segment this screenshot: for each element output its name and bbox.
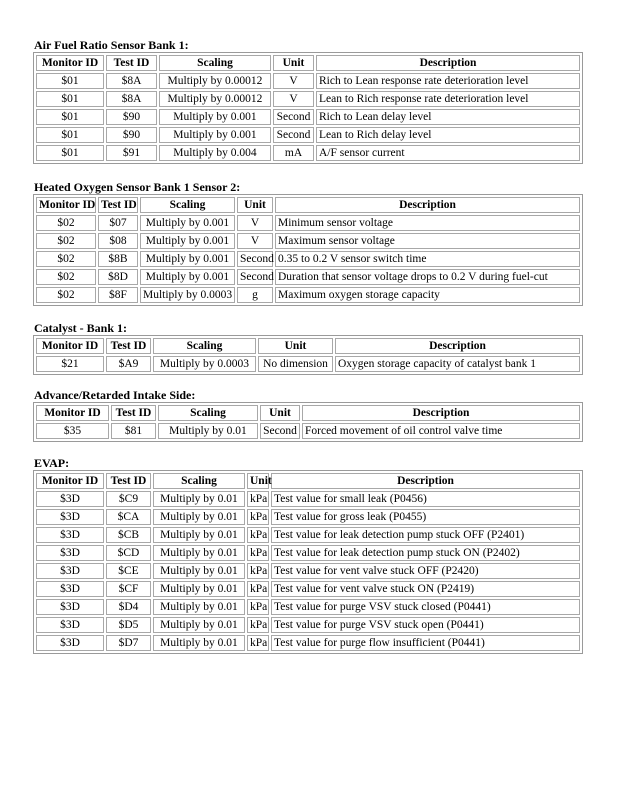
cell-unit: kPa	[247, 635, 269, 651]
col-unit: Unit	[258, 338, 333, 354]
cell-test-id: $90	[106, 127, 157, 143]
col-test-id: Test ID	[106, 473, 151, 489]
af-sensor-table	[33, 52, 583, 164]
cell-description: 0.35 to 0.2 V sensor switch time	[275, 251, 580, 267]
cell-description: Test value for small leak (P0456)	[271, 491, 580, 507]
table-row	[36, 491, 580, 507]
cell-monitor-id: $02	[36, 251, 96, 267]
cell-monitor-id: $01	[36, 91, 104, 107]
table-row	[36, 599, 580, 615]
cell-scaling: Multiply by 0.00012	[159, 73, 271, 89]
cell-test-id: $D4	[106, 599, 151, 615]
section-title: EVAP:	[34, 456, 70, 470]
cell-scaling: Multiply by 0.001	[159, 127, 271, 143]
cell-monitor-id: $02	[36, 215, 96, 231]
col-monitor-id: Monitor ID	[36, 338, 104, 354]
cell-unit: Second	[273, 109, 314, 125]
table-row	[36, 287, 580, 303]
section-title: Heated Oxygen Sensor Bank 1 Sensor 2:	[34, 180, 241, 194]
catalyst-table	[33, 335, 583, 375]
cell-description: Test value for leak detection pump stuck OFF (P2401)	[271, 527, 580, 543]
cell-scaling: Multiply by 0.001	[140, 233, 235, 249]
table-row	[36, 356, 580, 372]
cell-description: Test value for purge flow insufficient (P0441)	[271, 635, 580, 651]
cell-unit: mA	[273, 145, 314, 161]
cell-description: Test value for gross leak (P0455)	[271, 509, 580, 525]
cell-scaling: Multiply by 0.01	[153, 617, 245, 633]
cell-description: Minimum sensor voltage	[275, 215, 580, 231]
table-header-row	[36, 405, 580, 421]
table-header-row	[36, 197, 580, 213]
table-row	[36, 215, 580, 231]
col-scaling: Scaling	[140, 197, 235, 213]
cell-monitor-id: $3D	[36, 599, 104, 615]
col-monitor-id: Monitor ID	[36, 55, 104, 71]
cell-scaling: Multiply by 0.01	[158, 423, 258, 439]
cell-scaling: Multiply by 0.0003	[153, 356, 256, 372]
cell-monitor-id: $01	[36, 73, 104, 89]
cell-scaling: Multiply by 0.0003	[140, 287, 235, 303]
cell-test-id: $CB	[106, 527, 151, 543]
cell-unit: kPa	[247, 491, 269, 507]
cell-monitor-id: $01	[36, 109, 104, 125]
table-row	[36, 527, 580, 543]
cell-description: Test value for purge VSV stuck open (P0441)	[271, 617, 580, 633]
col-unit: Unit	[260, 405, 300, 421]
ho2-sensor-table	[33, 194, 583, 306]
cell-monitor-id: $21	[36, 356, 104, 372]
cell-monitor-id: $3D	[36, 581, 104, 597]
table-row	[36, 423, 580, 439]
section-title: Advance/Retarded Intake Side:	[34, 388, 196, 402]
section-advance-retarded	[34, 388, 583, 442]
cell-scaling: Multiply by 0.00012	[159, 91, 271, 107]
cell-monitor-id: $3D	[36, 527, 104, 543]
col-scaling: Scaling	[158, 405, 258, 421]
cell-monitor-id: $3D	[36, 491, 104, 507]
cell-scaling: Multiply by 0.001	[159, 109, 271, 125]
cell-description: A/F sensor current	[316, 145, 580, 161]
cell-test-id: $CA	[106, 509, 151, 525]
cell-test-id: $D7	[106, 635, 151, 651]
cell-scaling: Multiply by 0.001	[140, 251, 235, 267]
cell-unit: V	[273, 73, 314, 89]
cell-monitor-id: $3D	[36, 509, 104, 525]
table-row	[36, 109, 580, 125]
table-row	[36, 127, 580, 143]
col-unit: Unit	[247, 473, 269, 489]
cell-unit: kPa	[247, 599, 269, 615]
cell-monitor-id: $01	[36, 145, 104, 161]
col-description: Description	[316, 55, 580, 71]
cell-test-id: $8A	[106, 91, 157, 107]
cell-test-id: $8D	[98, 269, 138, 285]
table-row	[36, 145, 580, 161]
cell-test-id: $CE	[106, 563, 151, 579]
cell-monitor-id: $3D	[36, 545, 104, 561]
table-row	[36, 563, 580, 579]
cell-test-id: $CF	[106, 581, 151, 597]
cell-description: Duration that sensor voltage drops to 0.2 V during fuel-cut	[275, 269, 580, 285]
section-catalyst-bank1	[34, 321, 583, 375]
cell-monitor-id: $3D	[36, 617, 104, 633]
cell-unit: kPa	[247, 581, 269, 597]
cell-test-id: $07	[98, 215, 138, 231]
cell-description: Rich to Lean delay level	[316, 109, 580, 125]
cell-test-id: $8F	[98, 287, 138, 303]
col-description: Description	[275, 197, 580, 213]
cell-unit: kPa	[247, 545, 269, 561]
cell-test-id: $CD	[106, 545, 151, 561]
col-test-id: Test ID	[106, 338, 151, 354]
col-scaling: Scaling	[159, 55, 271, 71]
table-row	[36, 233, 580, 249]
cell-unit: Second	[260, 423, 300, 439]
table-row	[36, 581, 580, 597]
section-title: Air Fuel Ratio Sensor Bank 1:	[34, 38, 189, 52]
cell-unit: g	[237, 287, 273, 303]
cell-test-id: $91	[106, 145, 157, 161]
cell-test-id: $D5	[106, 617, 151, 633]
cell-description: Oxygen storage capacity of catalyst bank 1	[335, 356, 580, 372]
cell-description: Maximum oxygen storage capacity	[275, 287, 580, 303]
cell-test-id: $A9	[106, 356, 151, 372]
cell-monitor-id: $3D	[36, 635, 104, 651]
cell-monitor-id: $01	[36, 127, 104, 143]
cell-description: Test value for purge VSV stuck closed (P0441)	[271, 599, 580, 615]
cell-scaling: Multiply by 0.001	[140, 269, 235, 285]
col-monitor-id: Monitor ID	[36, 197, 96, 213]
cell-unit: Second	[237, 251, 273, 267]
col-description: Description	[271, 473, 580, 489]
col-scaling: Scaling	[153, 473, 245, 489]
cell-scaling: Multiply by 0.01	[153, 581, 245, 597]
section-ho2-sensor	[34, 180, 583, 306]
cell-scaling: Multiply by 0.01	[153, 599, 245, 615]
cell-description: Lean to Rich delay level	[316, 127, 580, 143]
cell-scaling: Multiply by 0.01	[153, 491, 245, 507]
cell-scaling: Multiply by 0.004	[159, 145, 271, 161]
cell-test-id: $90	[106, 109, 157, 125]
cell-test-id: $8B	[98, 251, 138, 267]
cell-monitor-id: $35	[36, 423, 109, 439]
col-description: Description	[302, 405, 580, 421]
cell-monitor-id: $02	[36, 233, 96, 249]
cell-scaling: Multiply by 0.01	[153, 635, 245, 651]
advance-retarded-table	[33, 402, 583, 442]
table-row	[36, 269, 580, 285]
cell-test-id: $08	[98, 233, 138, 249]
cell-description: Maximum sensor voltage	[275, 233, 580, 249]
col-monitor-id: Monitor ID	[36, 473, 104, 489]
cell-monitor-id: $3D	[36, 563, 104, 579]
table-header-row	[36, 473, 580, 489]
cell-unit: kPa	[247, 563, 269, 579]
table-row	[36, 91, 580, 107]
col-test-id: Test ID	[106, 55, 157, 71]
cell-unit: No dimension	[258, 356, 333, 372]
cell-description: Test value for leak detection pump stuck ON (P2402)	[271, 545, 580, 561]
col-monitor-id: Monitor ID	[36, 405, 109, 421]
cell-test-id: $C9	[106, 491, 151, 507]
cell-scaling: Multiply by 0.001	[140, 215, 235, 231]
section-af-sensor-bank1	[34, 38, 583, 164]
table-row	[36, 509, 580, 525]
col-description: Description	[335, 338, 580, 354]
cell-monitor-id: $02	[36, 269, 96, 285]
cell-unit: kPa	[247, 527, 269, 543]
cell-scaling: Multiply by 0.01	[153, 545, 245, 561]
evap-table	[33, 470, 583, 654]
col-scaling: Scaling	[153, 338, 256, 354]
cell-description: Lean to Rich response rate deterioration level	[316, 91, 580, 107]
cell-monitor-id: $02	[36, 287, 96, 303]
cell-unit: kPa	[247, 509, 269, 525]
col-unit: Unit	[237, 197, 273, 213]
section-title: Catalyst - Bank 1:	[34, 321, 128, 335]
cell-unit: V	[273, 91, 314, 107]
cell-test-id: $81	[111, 423, 156, 439]
section-evap	[34, 456, 583, 654]
table-row	[36, 251, 580, 267]
table-row	[36, 635, 580, 651]
col-test-id: Test ID	[98, 197, 138, 213]
cell-description: Rich to Lean response rate deterioration level	[316, 73, 580, 89]
cell-unit: V	[237, 233, 273, 249]
cell-test-id: $8A	[106, 73, 157, 89]
col-unit: Unit	[273, 55, 314, 71]
cell-unit: Second	[273, 127, 314, 143]
cell-description: Forced movement of oil control valve time	[302, 423, 580, 439]
table-header-row	[36, 338, 580, 354]
cell-unit: V	[237, 215, 273, 231]
table-header-row	[36, 55, 580, 71]
cell-scaling: Multiply by 0.01	[153, 563, 245, 579]
cell-description: Test value for vent valve stuck ON (P2419)	[271, 581, 580, 597]
cell-description: Test value for vent valve stuck OFF (P2420)	[271, 563, 580, 579]
cell-scaling: Multiply by 0.01	[153, 527, 245, 543]
col-test-id: Test ID	[111, 405, 156, 421]
cell-unit: Second	[237, 269, 273, 285]
table-row	[36, 73, 580, 89]
cell-scaling: Multiply by 0.01	[153, 509, 245, 525]
cell-unit: kPa	[247, 617, 269, 633]
table-row	[36, 545, 580, 561]
table-row	[36, 617, 580, 633]
